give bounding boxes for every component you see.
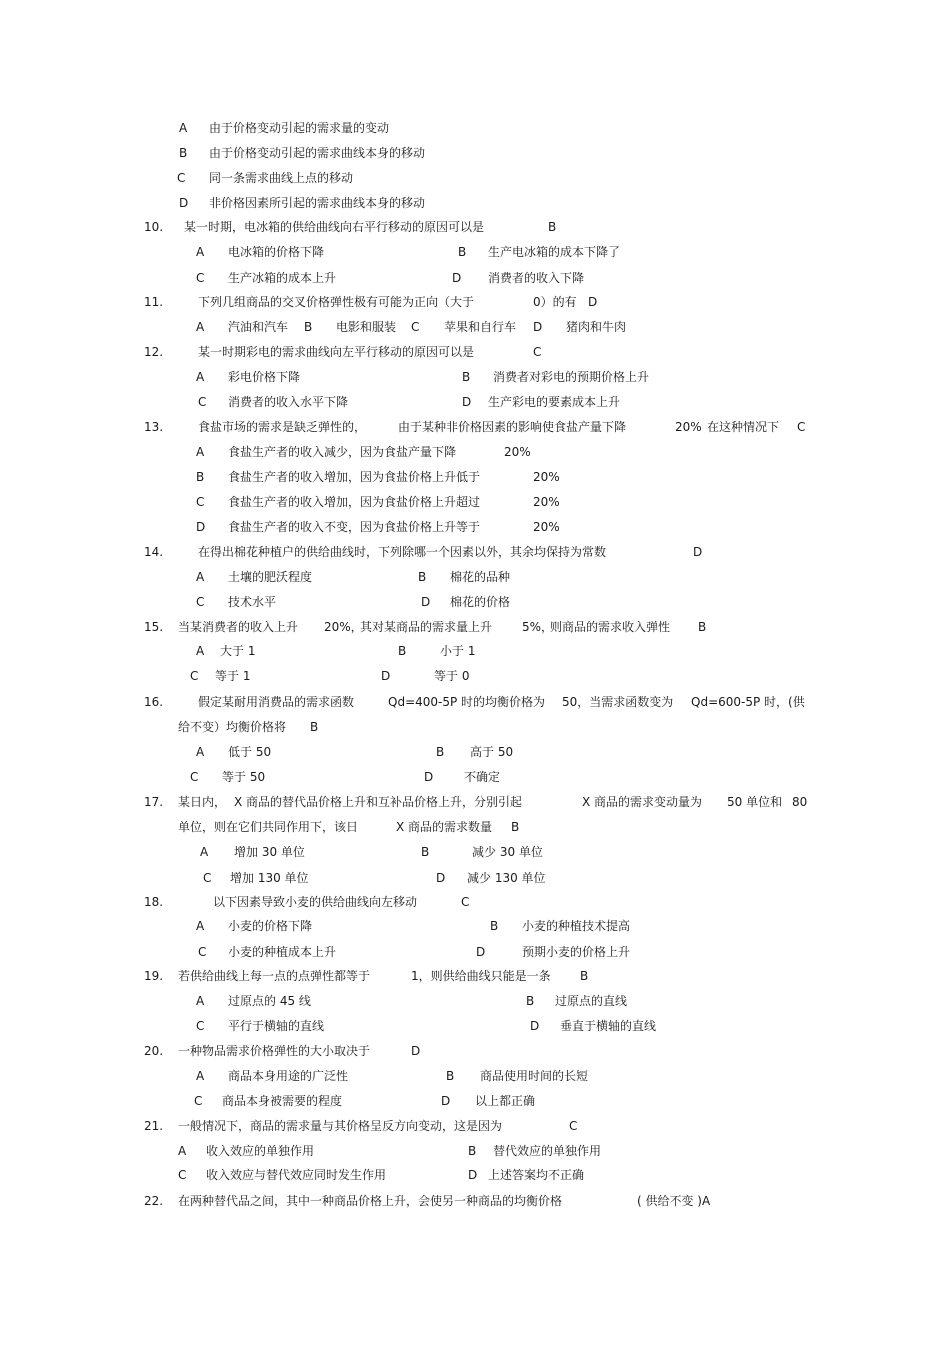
question-text: 20%， [324,620,363,634]
option-text: 20% [533,520,560,534]
option-text: 生产彩电的要素成本上升 [488,395,621,409]
option-letter: A [196,994,205,1008]
option-text: 猪肉和牛肉 [566,320,627,334]
question-text: 在这种情况下 [707,420,780,434]
question-text: 食盐市场的需求是缺乏弹性的， [198,420,367,434]
option-text: 低于 50 [228,745,272,759]
option-letter: D [533,320,543,334]
option-text: 生产冰箱的成本上升 [228,271,337,285]
option-letter: B [421,845,430,859]
option-text: 商品本身用途的广泛性 [228,1069,349,1083]
question-number: 21. [144,1119,164,1133]
option-text: 小于 1 [440,644,476,658]
question-number: 19. [144,969,164,983]
question-text: 单位，则在它们共同作用下，该日 [178,820,359,834]
option-letter: A [196,570,205,584]
option-letter: D [179,196,189,210]
option-text: 食盐生产者的收入减少，因为食盐产量下降 [228,445,457,459]
question-text: 在两种替代品之间，其中一种商品价格上升，会使另一种商品的均衡价格 [178,1194,563,1208]
question-text: 20% [675,420,702,434]
option-text: 不确定 [464,770,501,784]
option-text: 食盐生产者的收入不变，因为食盐价格上升等于 [228,520,481,534]
option-letter: D [196,520,206,534]
option-letter: D [530,1019,540,1033]
question-number: 15. [144,620,164,634]
question-number: 10. [144,220,164,234]
answer: C [569,1119,578,1133]
question-text: X 商品的需求变动量为 [582,795,703,809]
question-number: 13. [144,420,164,434]
question-text: 某日内， [178,795,227,809]
option-text: 同一条需求曲线上点的移动 [209,171,354,185]
option-letter: A [178,1144,187,1158]
question-number: 18. [144,895,164,909]
question-number: 11. [144,295,164,309]
option-text: 电影和服装 [336,320,397,334]
option-text: 过原点的直线 [555,994,628,1008]
option-letter: B [304,320,313,334]
option-letter: D [441,1094,451,1108]
option-text: 消费者的收入下降 [488,271,585,285]
question-text: 一般情况下，商品的需求量与其价格呈反方向变动，这是因为 [178,1119,503,1133]
answer: C [461,895,470,909]
option-text: 食盐生产者的收入增加，因为食盐价格上升低于 [228,470,481,484]
question-text: 以下因素导致小麦的供给曲线向左移动 [213,895,418,909]
option-letter: B [398,644,407,658]
option-text: 由于价格变动引起的需求曲线本身的移动 [209,146,426,160]
option-letter: D [424,770,434,784]
option-letter: C [190,770,199,784]
question-text: 当某消费者的收入上升 [178,620,299,634]
option-text: 等于 1 [215,669,251,683]
option-letter: B [526,994,535,1008]
question-text: 给不变）均衡价格将 [178,720,287,734]
question-text: 1，则供给曲线只能是一条 [411,969,551,983]
question-text: 其对某商品的需求量上升 [360,620,493,634]
option-letter: C [198,945,207,959]
option-text: 消费者对彩电的预期价格上升 [493,370,650,384]
answer: D [411,1044,421,1058]
option-text: 土壤的肥沃程度 [228,570,313,584]
option-letter: D [476,945,486,959]
option-letter: D [421,595,431,609]
option-text: 电冰箱的价格下降 [228,245,325,259]
option-letter: C [177,171,186,185]
option-text: 预期小麦的价格上升 [522,945,631,959]
option-text: 过原点的 45 线 [228,994,311,1008]
option-text: 棉花的价格 [450,595,511,609]
option-letter: B [179,146,188,160]
question-text: 在得出棉花种植户的供给曲线时，下列除哪一个因素以外，其余均保持为常数 [198,545,607,559]
option-letter: A [179,121,188,135]
question-number: 22. [144,1194,164,1208]
option-text: 以上都正确 [475,1094,536,1108]
option-text: 20% [533,495,560,509]
option-text: 商品本身被需要的程度 [222,1094,343,1108]
option-text: 消费者的收入水平下降 [228,395,349,409]
answer: D [588,295,598,309]
option-letter: C [203,871,212,885]
option-text: 非价格因素所引起的需求曲线本身的移动 [209,196,426,210]
option-letter: C [190,669,199,683]
option-letter: A [196,445,205,459]
option-text: 大于 1 [220,644,256,658]
option-letter: A [196,1069,205,1083]
option-text: 食盐生产者的收入增加，因为食盐价格上升超过 [228,495,481,509]
question-number: 16. [144,695,164,709]
question-text: 0）的有 [533,295,577,309]
option-letter: D [381,669,391,683]
question-text: 某一时期彩电的需求曲线向左平行移动的原因可以是 [198,345,475,359]
option-letter: C [196,595,205,609]
question-number: 14. [144,545,164,559]
question-text: 50 单位和 [727,795,783,809]
option-letter: C [178,1168,187,1182]
option-letter: A [196,245,205,259]
question-text: 由于某种非价格因素的影响使食盐产量下降 [398,420,627,434]
option-letter: C [196,495,205,509]
answer: ( 供给不变 )A [637,1194,711,1208]
option-letter: D [462,395,472,409]
question-text: 80 [792,795,808,809]
option-text: 增加 130 单位 [230,871,309,885]
option-letter: B [436,745,445,759]
question-text: Qd=600-5P 时，(供 [691,695,805,709]
question-number: 12. [144,345,164,359]
option-letter: C [196,271,205,285]
question-text: 假定某耐用消费品的需求函数 [198,695,355,709]
option-text: 小麦的种植成本上升 [228,945,337,959]
question-text: 下列几组商品的交叉价格弹性极有可能为正向（大于 [198,295,475,309]
question-number: 20. [144,1044,164,1058]
option-text: 小麦的价格下降 [228,919,313,933]
option-letter: C [411,320,420,334]
option-text: 棉花的品种 [450,570,511,584]
question-number: 17. [144,795,164,809]
answer: B [511,820,520,834]
option-text: 小麦的种植技术提高 [522,919,631,933]
option-text: 商品使用时间的长短 [480,1069,589,1083]
option-letter: B [468,1144,477,1158]
option-letter: B [418,570,427,584]
option-letter: D [452,271,462,285]
option-text: 平行于横轴的直线 [228,1019,325,1033]
option-text: 替代效应的单独作用 [493,1144,602,1158]
option-letter: A [200,845,209,859]
option-letter: B [446,1069,455,1083]
option-text: 20% [504,445,531,459]
question-text: 若供给曲线上每一点的点弹性都等于 [178,969,371,983]
option-letter: A [196,644,205,658]
answer: D [693,545,703,559]
question-text: 5%， [522,620,554,634]
question-text: Qd=400-5P 时的均衡价格为 [388,695,546,709]
answer: B [698,620,707,634]
option-letter: D [436,871,446,885]
question-text: 一种物品需求价格弹性的大小取决于 [178,1044,371,1058]
option-letter: B [196,470,205,484]
answer: C [533,345,542,359]
option-letter: A [196,745,205,759]
answer: B [548,220,557,234]
option-text: 彩电价格下降 [228,370,301,384]
option-text: 高于 50 [470,745,514,759]
question-text: 则商品的需求收入弹性 [550,620,671,634]
option-text: 收入效应的单独作用 [206,1144,315,1158]
question-text: 某一时期，电冰箱的供给曲线向右平行移动的原因可以是 [184,220,485,234]
option-letter: C [198,395,207,409]
option-text: 生产电冰箱的成本下降了 [488,245,621,259]
option-text: 收入效应与替代效应同时发生作用 [206,1168,387,1182]
answer: C [797,420,806,434]
answer: B [310,720,319,734]
option-letter: B [490,919,499,933]
option-letter: B [462,370,471,384]
option-letter: B [458,245,467,259]
question-text: 50，当需求函数变为 [562,695,674,709]
option-text: 由于价格变动引起的需求量的变动 [209,121,390,135]
option-letter: A [196,320,205,334]
option-text: 苹果和自行车 [444,320,517,334]
question-text: X 商品的替代品价格上升和互补品价格上升，分别引起 [234,795,523,809]
option-text: 增加 30 单位 [234,845,305,859]
option-letter: A [196,370,205,384]
option-text: 等于 50 [222,770,266,784]
option-text: 上述答案均不正确 [488,1168,585,1182]
option-text: 等于 0 [434,669,470,683]
option-letter: A [196,919,205,933]
option-letter: C [196,1019,205,1033]
option-text: 减少 30 单位 [472,845,543,859]
option-text: 20% [533,470,560,484]
option-text: 技术水平 [228,595,277,609]
option-letter: C [194,1094,203,1108]
option-text: 汽油和汽车 [228,320,289,334]
option-text: 减少 130 单位 [467,871,546,885]
option-letter: D [468,1168,478,1182]
option-text: 垂直于横轴的直线 [560,1019,657,1033]
question-text: X 商品的需求数量 [396,820,493,834]
answer: B [580,969,589,983]
